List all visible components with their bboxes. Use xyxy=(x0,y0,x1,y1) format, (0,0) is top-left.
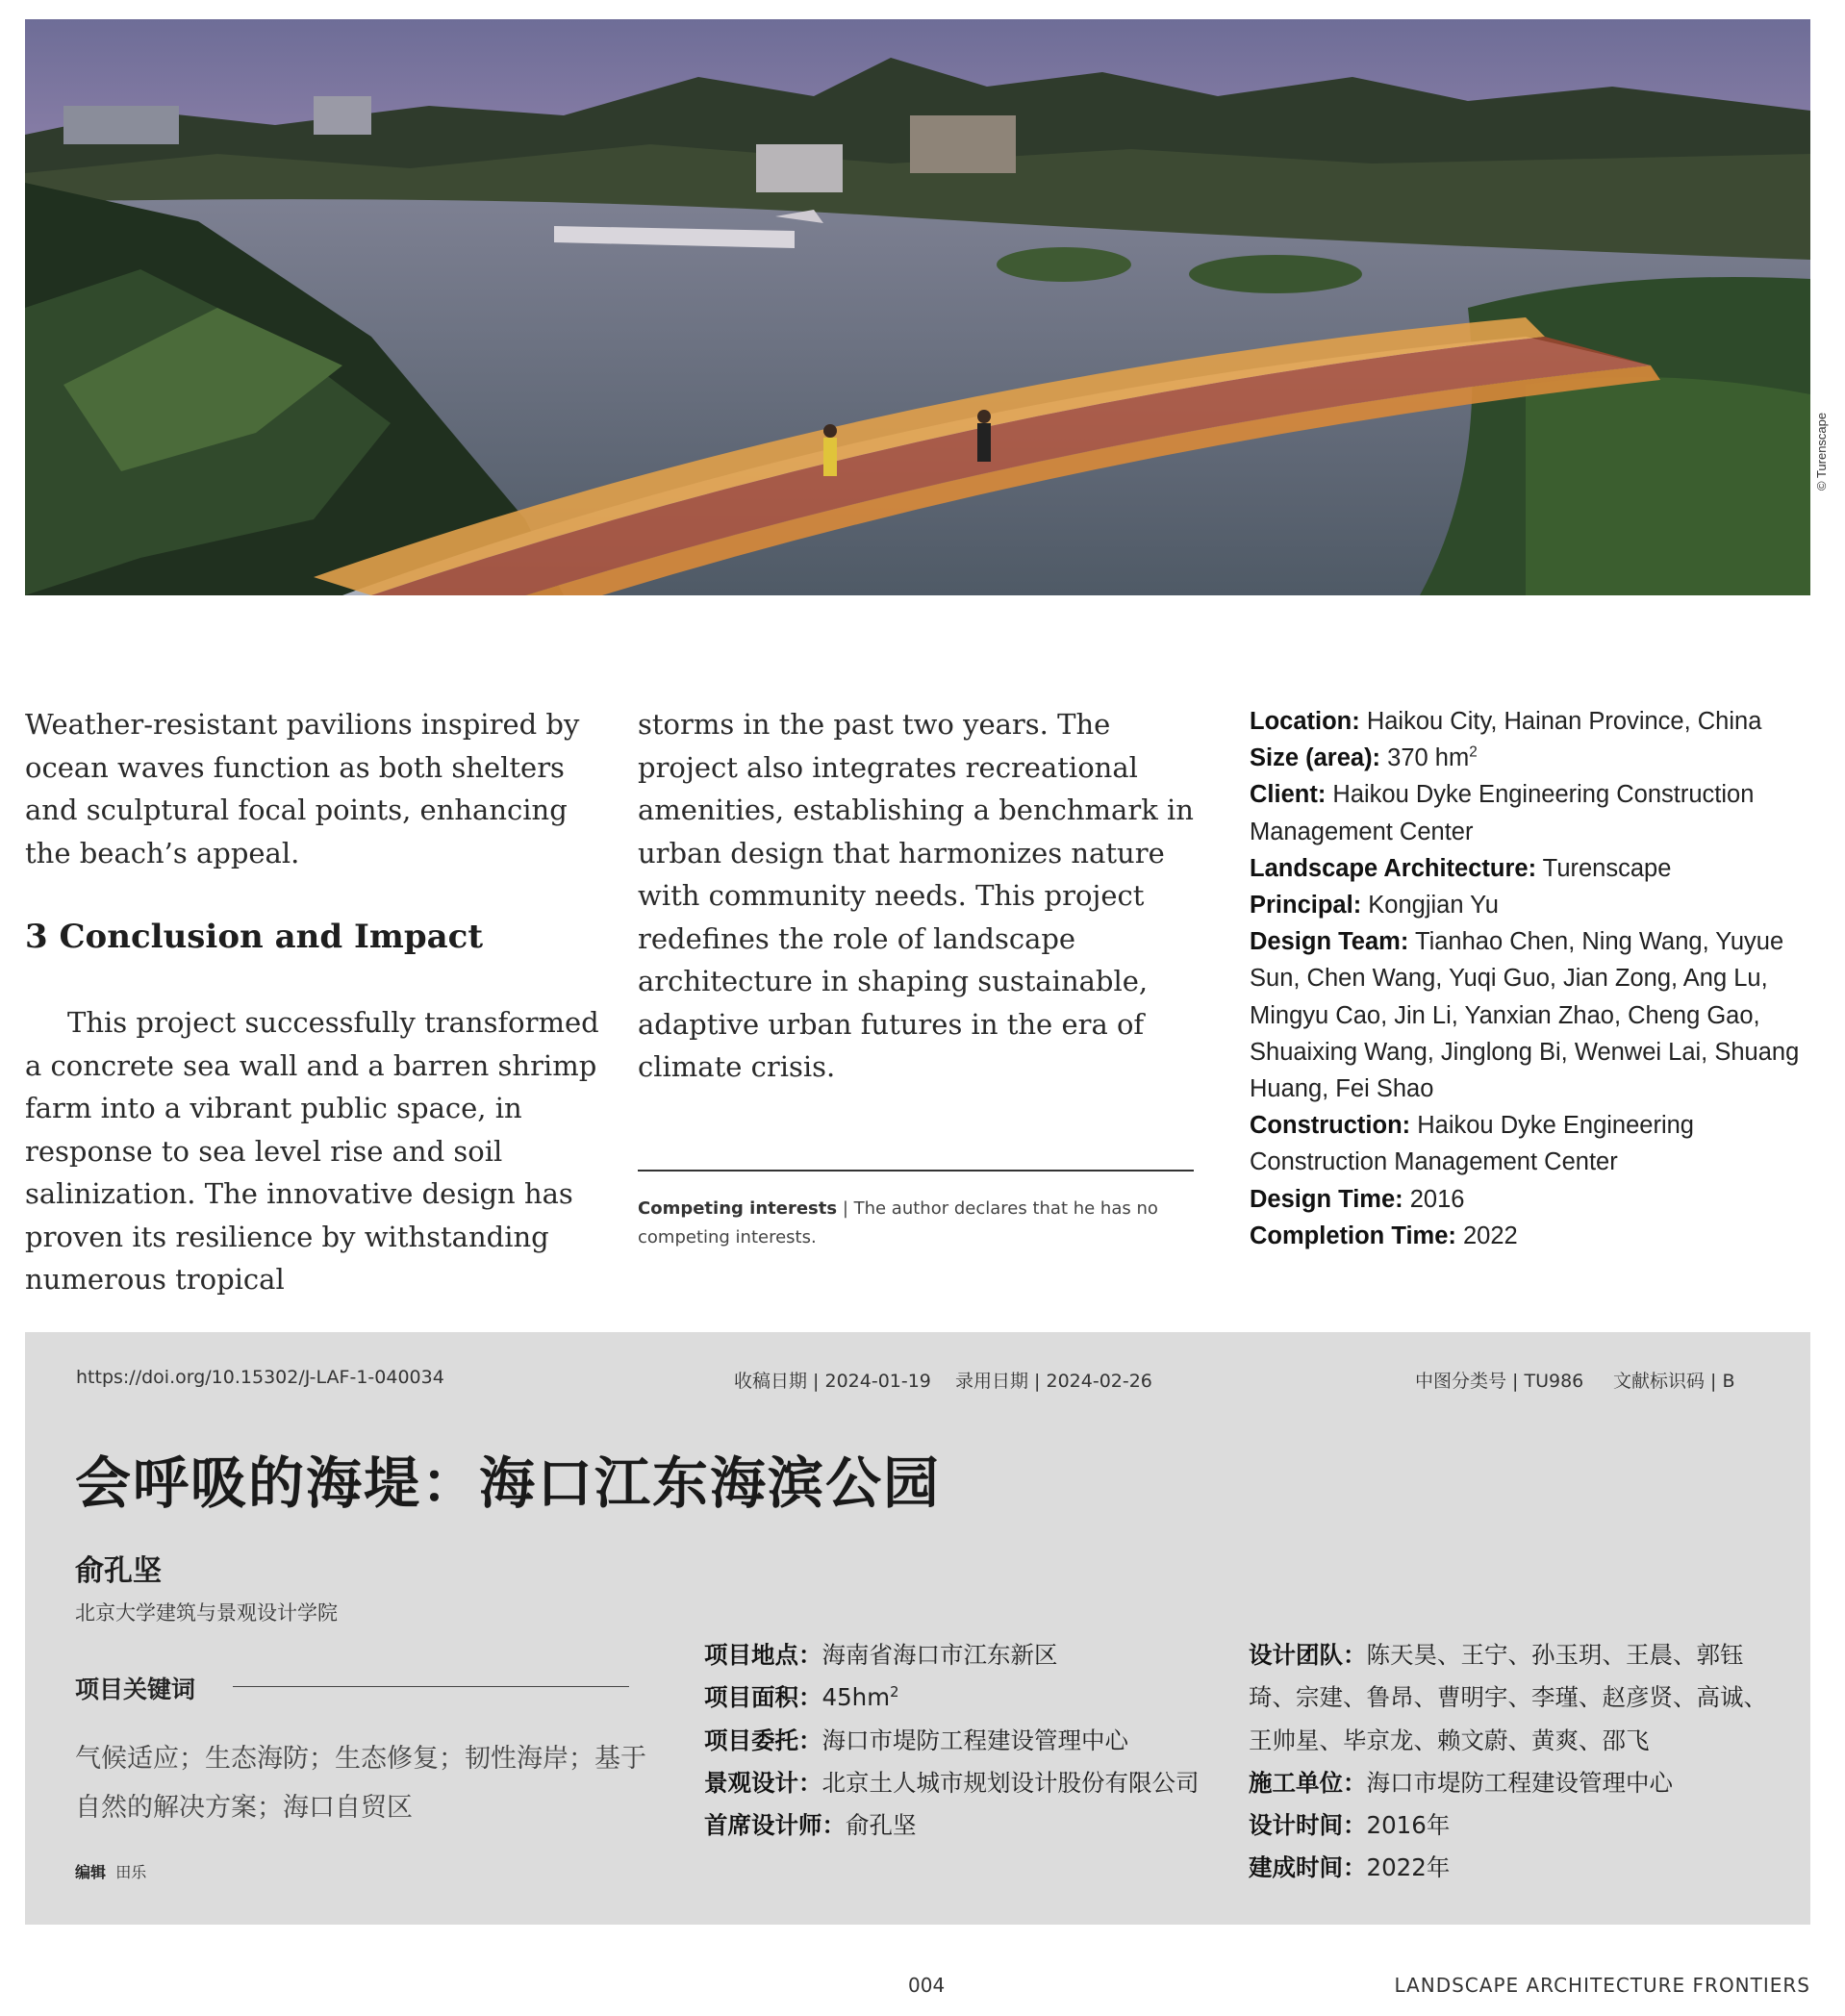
column-2 xyxy=(638,703,1215,1089)
editor-label: 编辑 xyxy=(75,1863,107,1881)
info-location xyxy=(1250,703,1812,740)
competing-label: Competing interests xyxy=(638,1198,838,1219)
zh-info-label: 建成时间： xyxy=(1249,1853,1367,1882)
bridge-park-illustration xyxy=(25,19,1810,595)
editor-name: 田乐 xyxy=(115,1863,147,1881)
journal-name: LANDSCAPE ARCHITECTURE FRONTIERS xyxy=(1394,1974,1810,1997)
zh-info-completion-time xyxy=(1249,1847,1787,1889)
zh-info-label: 项目地点： xyxy=(704,1641,822,1669)
paragraph-continued: storms in the past two years. The project also integrates recreational amenities, establishing a benchmark in urban design that harmonizes nature with community needs. This project redefines the role of landscape architecture in shaping sustainable, adaptive urban futures in the era of climate crisis. xyxy=(638,708,1194,1083)
editor-credit xyxy=(75,1860,146,1882)
info-superscript: 2 xyxy=(1469,743,1478,761)
info-value: Haikou Dyke Engineering Construction Management Center xyxy=(1250,781,1755,845)
info-value: Haikou City, Hainan Province, China xyxy=(1359,708,1762,735)
zh-info-label: 项目面积： xyxy=(704,1683,822,1712)
competing-text: The author declares that he has no competing interests. xyxy=(638,1198,1158,1247)
info-label: Completion Time: xyxy=(1250,1222,1456,1249)
info-label: Client: xyxy=(1250,781,1327,809)
info-value: Turenscape xyxy=(1536,854,1672,882)
info-label: Size (area): xyxy=(1250,744,1381,772)
chinese-title: 会呼吸的海堤：海口江东海滨公园 xyxy=(75,1450,942,1516)
info-label: Design Time: xyxy=(1250,1185,1403,1213)
chinese-info-column-2 xyxy=(1249,1634,1787,1890)
chinese-author: 俞孔坚 xyxy=(75,1554,162,1588)
zh-info-label: 设计团队： xyxy=(1249,1641,1367,1669)
hero-photo xyxy=(25,19,1810,595)
zh-info-location xyxy=(704,1634,1204,1676)
paragraph-conclusion: This project successfully transformed a concrete sea wall and a barren shrimp farm into a vibrant public space, in response to sea level rise and soil salinization. The innovative design has proven its resilience by withstanding numerous tropical xyxy=(25,1006,599,1296)
divider-rule xyxy=(638,1170,1194,1172)
zh-info-value: 海口市堤防工程建设管理中心 xyxy=(821,1726,1128,1754)
zh-info-value: 海南省海口市江东新区 xyxy=(821,1641,1058,1669)
zh-info-label: 施工单位： xyxy=(1249,1768,1367,1797)
info-size xyxy=(1250,740,1812,776)
zh-info-value: 2016年 xyxy=(1366,1811,1451,1840)
zh-info-superscript: 2 xyxy=(890,1684,899,1701)
zh-info-chief-designer xyxy=(704,1804,1204,1847)
info-label: Location: xyxy=(1250,708,1360,735)
zh-info-area xyxy=(704,1676,1204,1719)
chinese-abstract-box xyxy=(25,1332,1810,1925)
info-value: Tianhao Chen, Ning Wang, Yuyue Sun, Chen Wang, Yuqi Guo, Jian Zong, Ang Lu, Mingyu Cao, Jin Li, Yanxian Zhao, Cheng Gao, Shuaixing Wang, Jinglong Bi, Wenwei Lai, Shuang Huang, Fei Shao xyxy=(1250,928,1800,1103)
project-info xyxy=(1250,703,1812,1254)
keywords-rule xyxy=(233,1686,629,1687)
competing-separator: | xyxy=(837,1198,854,1219)
info-value: 2022 xyxy=(1455,1222,1518,1249)
info-value: 370 hm xyxy=(1380,744,1470,772)
info-value: Kongjian Yu xyxy=(1361,892,1499,920)
classification-number: 中图分类号 | TU986 xyxy=(1415,1371,1584,1392)
info-landscape-architecture xyxy=(1250,850,1812,887)
zh-info-construction xyxy=(1249,1762,1787,1804)
zh-info-value: 45hm xyxy=(821,1683,891,1712)
keywords-heading: 项目关键词 xyxy=(75,1676,196,1703)
received-date: 收稿日期 | 2024-01-19 xyxy=(734,1371,931,1392)
info-value: Haikou Dyke Engineering Construction Management Center xyxy=(1250,1112,1694,1176)
keywords-text: 气候适应；生态海防；生态修复；韧性海岸；基于自然的解决方案；海口自贸区 xyxy=(75,1744,646,1823)
zh-info-client xyxy=(704,1720,1204,1762)
info-label: Construction: xyxy=(1250,1112,1411,1140)
info-construction xyxy=(1250,1107,1812,1180)
info-value: 2016 xyxy=(1403,1185,1465,1213)
info-completion-time xyxy=(1250,1218,1812,1254)
zh-info-landscape-design xyxy=(704,1762,1204,1804)
photo-credit: © Turenscape xyxy=(1814,412,1829,491)
info-label: Landscape Architecture: xyxy=(1250,854,1537,882)
chinese-affiliation: 北京大学建筑与景观设计学院 xyxy=(75,1601,338,1625)
info-label: Principal: xyxy=(1250,892,1362,920)
zh-info-label: 首席设计师： xyxy=(704,1811,846,1840)
doi-link[interactable]: https://doi.org/10.15302/J-LAF-1-040034 xyxy=(76,1367,444,1388)
document-code: 文献标识码 | B xyxy=(1613,1371,1735,1392)
page-number: 004 xyxy=(908,1974,946,1997)
zh-info-value: 俞孔坚 xyxy=(846,1811,917,1840)
info-design-team xyxy=(1250,923,1812,1107)
zh-info-value: 海口市堤防工程建设管理中心 xyxy=(1366,1768,1673,1797)
zh-info-value: 2022年 xyxy=(1366,1853,1451,1882)
section-heading: 3 Conclusion and Impact xyxy=(25,918,484,956)
zh-info-label: 景观设计： xyxy=(704,1768,822,1797)
zh-info-label: 项目委托： xyxy=(704,1726,822,1754)
competing-interests xyxy=(638,1195,1215,1252)
paragraph-pavilions: Weather-resistant pavilions inspired by ocean waves function as both shelters and sculptural focal points, enhancing the beach’s appeal. xyxy=(25,708,580,869)
zh-info-design-team xyxy=(1249,1634,1787,1762)
zh-info-design-time xyxy=(1249,1804,1787,1847)
zh-info-value: 陈天昊、王宁、孙玉玥、王晨、郭钰琦、宗建、鲁昂、曹明宇、李瑾、赵彦贤、高诚、王帅星、毕京龙、赖文蔚、黄爽、邵飞 xyxy=(1249,1641,1767,1754)
info-client xyxy=(1250,776,1812,849)
chinese-info-column-1 xyxy=(704,1634,1204,1847)
accepted-date: 录用日期 | 2024-02-26 xyxy=(955,1371,1152,1392)
info-label: Design Team: xyxy=(1250,928,1409,956)
info-principal xyxy=(1250,887,1812,923)
zh-info-value: 北京土人城市规划设计股份有限公司 xyxy=(821,1768,1200,1797)
column-1 xyxy=(25,703,612,874)
zh-info-label: 设计时间： xyxy=(1249,1811,1367,1840)
info-design-time xyxy=(1250,1181,1812,1218)
